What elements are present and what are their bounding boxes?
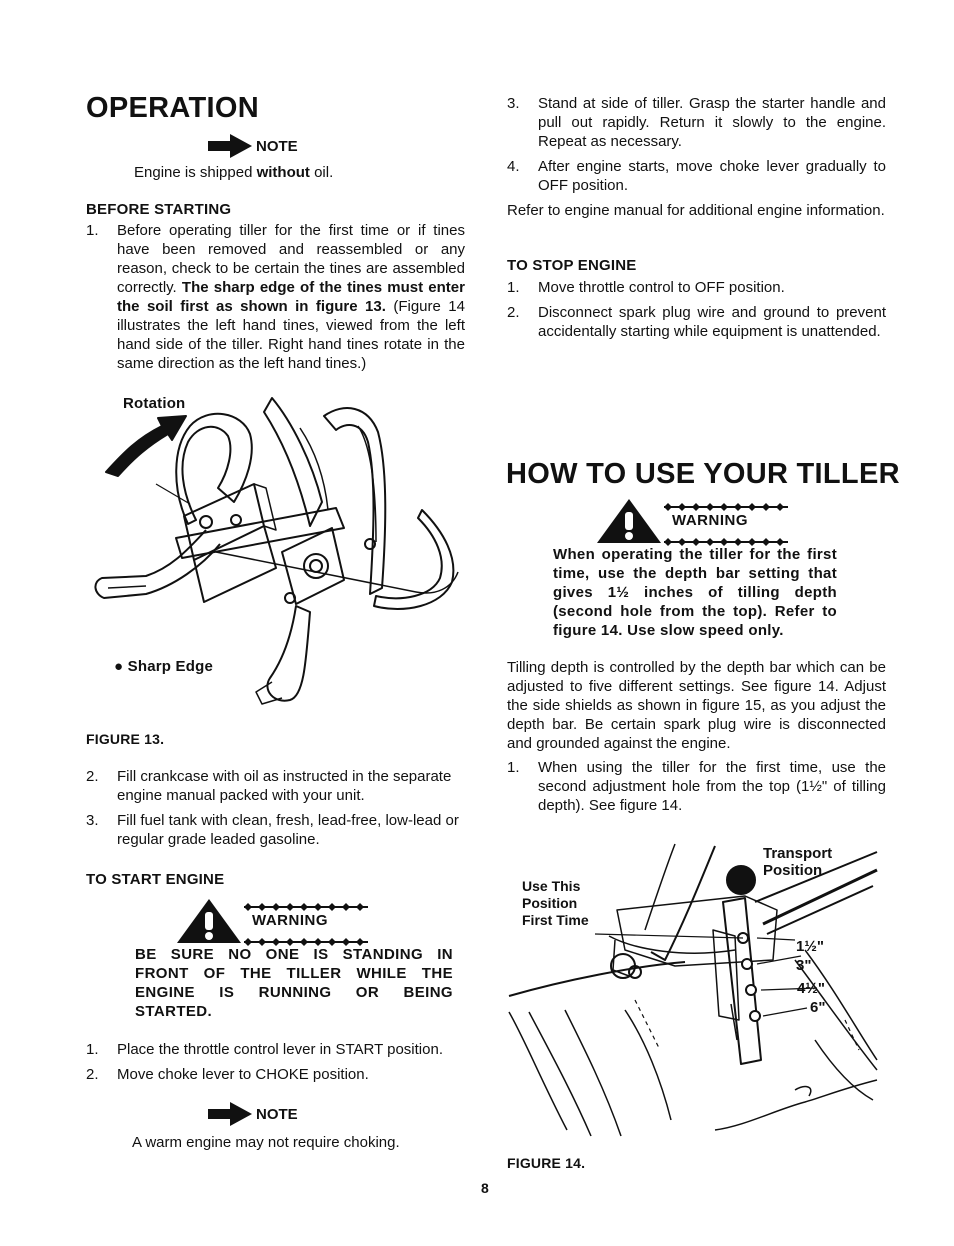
note-1-text: Engine is shipped without oil. bbox=[134, 164, 334, 181]
warning-label-frame bbox=[662, 512, 786, 530]
before-starting-list bbox=[86, 221, 465, 373]
to-start-engine-heading: TO START ENGINE bbox=[86, 871, 225, 888]
how-to-use-title: HOW TO USE YOUR TILLER bbox=[506, 458, 900, 490]
list-item: 2. Fill crankcase with oil as instructed in the separate engine manual packed with your unit. bbox=[86, 768, 452, 804]
note-label: NOTE bbox=[256, 137, 298, 155]
warning-label-frame bbox=[242, 912, 366, 930]
warning-label: WARNING bbox=[672, 512, 748, 529]
list-item: 1. Place the throttle control lever in START position. bbox=[86, 1041, 443, 1058]
warning-1 bbox=[176, 898, 366, 944]
warning-label: WARNING bbox=[252, 912, 328, 929]
depth-label-1: 1½" bbox=[796, 938, 824, 955]
arrow-right-icon bbox=[208, 133, 254, 159]
diamond-border-icon bbox=[662, 503, 790, 511]
stop-steps bbox=[507, 278, 886, 341]
list-item: 1. Move throttle control to OFF position. bbox=[507, 279, 785, 296]
operation-title: OPERATION bbox=[86, 92, 259, 124]
to-stop-engine-heading: TO STOP ENGINE bbox=[507, 257, 637, 274]
list-item: 2. Move choke lever to CHOKE position. bbox=[86, 1066, 369, 1083]
depth-paragraph: Tilling depth is controlled by the depth bar which can be adjusted to five different settings. See figure 14. Adjust the side shields as shown in figure 15, as you adjust the depth bar. Be certain spark plug wire is disconnected and grounded against the engine. bbox=[507, 659, 886, 752]
list-item: 3. Stand at side of tiller. Grasp the starter handle and pull out rapidly. Return it slowly to the engine. Repeat as necessary. bbox=[507, 95, 886, 150]
figure-13-caption: FIGURE 13. bbox=[86, 731, 165, 747]
list-item: 2. Disconnect spark plug wire and ground to prevent accidentally starting while equipment is unattended. bbox=[507, 304, 886, 340]
use-steps bbox=[507, 758, 886, 815]
list-item: 1. When using the tiller for the first time, use the second adjustment hole from the top (1½" of tilling depth). See figure 14. bbox=[507, 759, 886, 814]
depth-label-4: 6" bbox=[810, 999, 826, 1016]
note-2-text: A warm engine may not require choking. bbox=[132, 1134, 400, 1151]
warning-triangle-icon bbox=[176, 898, 242, 944]
warning-triangle-icon bbox=[596, 498, 662, 544]
diamond-border-icon bbox=[242, 903, 370, 911]
before-starting-heading: BEFORE STARTING bbox=[86, 201, 232, 218]
use-this-position-label: Use This Position First Time bbox=[522, 878, 589, 928]
warning-2-text: When operating the tiller for the first time, use the depth bar setting that gives 1½ inches of tilling depth (second hole from the top). Refer to figure 14. Use slow speed only. bbox=[553, 546, 837, 639]
sharp-edge-label: ● Sharp Edge bbox=[114, 658, 213, 675]
page-number: 8 bbox=[481, 1180, 489, 1196]
note-label: NOTE bbox=[256, 1105, 298, 1123]
list-item: 4. After engine starts, move choke lever gradually to OFF position. bbox=[507, 158, 886, 194]
depth-label-3: 4½" bbox=[797, 980, 825, 997]
warning-1-text: BE SURE NO ONE IS STANDING IN FRONT OF THE TILLER WHILE THE ENGINE IS RUNNING OR BEING STARTED. bbox=[135, 946, 453, 1020]
start-steps bbox=[86, 1040, 476, 1084]
refer-text: Refer to engine manual for additional engine information. bbox=[507, 202, 885, 219]
depth-label-2: 3" bbox=[796, 957, 812, 974]
list-item: 1. Before operating tiller for the first time or if tines have been removed and reassembled or any reason, check to be certain the tines are assembled correctly. The sharp edge of the tines must enter the soil first as shown in figure 13. (Figure 14 illustrates the left hand tines, viewed from the left hand side of the tiller. Right hand tines rotate in the same direction as the left hand tines.) bbox=[86, 222, 465, 372]
arrow-right-icon bbox=[208, 1101, 254, 1127]
steps-b bbox=[507, 94, 886, 195]
list-item: 3. Fill fuel tank with clean, fresh, lead-free, low-lead or regular grade leaded gasoline. bbox=[86, 812, 459, 848]
steps-a bbox=[86, 767, 466, 849]
note-2 bbox=[208, 1101, 298, 1127]
bullet-icon: ● bbox=[114, 658, 124, 675]
note-1 bbox=[208, 133, 298, 159]
transport-position-label: Transport Position bbox=[763, 845, 833, 879]
rotation-label: Rotation bbox=[123, 395, 186, 412]
warning-2 bbox=[596, 498, 786, 544]
figure-14-caption: FIGURE 14. bbox=[507, 1155, 586, 1171]
